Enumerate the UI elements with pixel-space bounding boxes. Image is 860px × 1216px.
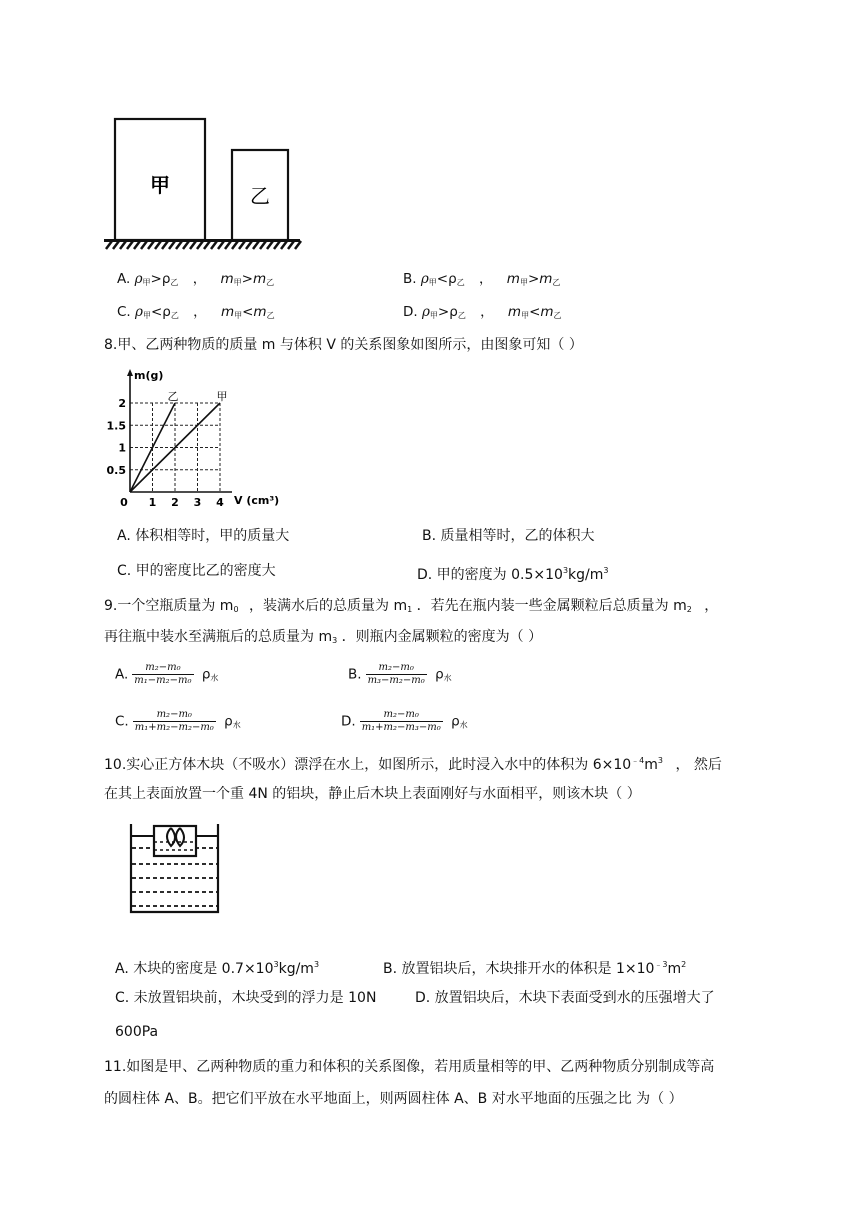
q7-option-d[interactable] xyxy=(403,303,562,325)
q7-c-sub2: 乙 xyxy=(170,311,179,320)
floating-block-figure xyxy=(126,820,226,916)
hatch-mark xyxy=(218,241,224,249)
q8-option-b[interactable]: B. 质量相等时，乙的体积大 xyxy=(422,528,595,544)
q9-a-rho-sub: 水 xyxy=(210,673,219,683)
q10-b-unit: m xyxy=(667,961,682,977)
hatch-mark xyxy=(288,241,294,249)
q9-a-fraction xyxy=(132,662,193,687)
chart-y-tick-label: 1 xyxy=(118,441,126,455)
q10-stem-line2: 在其上表面放置一个重 4N 的铝块，静止后木块上表面刚好与水面相平，则该木块（ ） xyxy=(104,786,641,802)
q8-option-a[interactable]: A. 体积相等时，甲的质量大 xyxy=(117,528,290,544)
q7-d-op1: >ρ xyxy=(437,304,458,320)
q9-c-letter: C. xyxy=(115,713,129,730)
ground-hatch xyxy=(106,241,301,249)
q7-d-m1: m xyxy=(507,304,522,320)
q7-option-b[interactable] xyxy=(403,270,560,292)
q9-d-fraction xyxy=(360,709,443,734)
q11-stem-line1: 11.如图是甲、乙两种物质的重力和体积的关系图像，若用质量相等的甲、乙两种物质分别制成等高 xyxy=(104,1059,715,1075)
hatch-mark xyxy=(274,241,280,249)
block-yi-label: 乙 xyxy=(250,184,270,208)
hatch-mark xyxy=(162,241,168,249)
q10-b-prefix: B. 放置铝块后，木块排开水的体积是 1×10 xyxy=(383,961,655,977)
hatch-mark xyxy=(113,241,119,249)
blocks-figure xyxy=(100,110,305,252)
q10-option-c[interactable]: C. 未放置铝块前，木块受到的浮力是 10N xyxy=(115,990,377,1006)
q7-d-letter: D. xyxy=(403,304,418,320)
hatch-mark xyxy=(176,241,182,249)
q7-a-op1: >ρ xyxy=(150,271,171,287)
hatch-mark xyxy=(141,241,147,249)
chart-x-axis-label: V (cm³) xyxy=(234,494,280,507)
q9-d-letter: D. xyxy=(341,713,356,730)
q10-a-sup: 3 xyxy=(273,960,279,969)
q7-b-sep: ， xyxy=(478,271,493,287)
q7-b-m1: m xyxy=(506,271,520,287)
q7-a-op2: >m xyxy=(241,271,267,287)
q10-a-unit: kg/m xyxy=(278,961,314,977)
hatch-mark xyxy=(232,241,238,249)
hatch-mark xyxy=(204,241,210,249)
chart-y-tick-label: 0.5 xyxy=(106,463,126,477)
q10-stem1a: 10.实心正方体木块（不吸水）漂浮在水上，如图所示，此时浸入水中的体积为 6×10 xyxy=(104,757,632,773)
q9-d-num: m₂−m₀ xyxy=(360,709,443,722)
hatch-mark xyxy=(106,241,112,249)
chart-x-tick-label: 2 xyxy=(171,496,179,509)
q9-stem2a: 再往瓶中装水至满瓶后的总质量为 m xyxy=(104,629,333,645)
q9-stem2b: ．则瓶内金属颗粒的密度为（ ） xyxy=(341,629,543,645)
q10-stem1-sup: ﹣4 xyxy=(631,756,645,765)
hatch-mark xyxy=(281,241,287,249)
q8-option-c[interactable]: C. 甲的密度比乙的密度大 xyxy=(117,563,276,579)
q8-d-unit-sup: 3 xyxy=(603,566,609,575)
mass-volume-chart xyxy=(106,366,290,512)
q9-d-rho: ρ xyxy=(451,713,460,730)
hatch-mark xyxy=(267,241,273,249)
q9-d-rho-sub: 水 xyxy=(459,720,468,730)
hatch-mark xyxy=(239,241,245,249)
q9-option-d[interactable] xyxy=(341,709,468,735)
q7-b-msub1: 甲 xyxy=(519,278,528,287)
q10-stem-line1 xyxy=(104,751,722,775)
q9-a-letter: A. xyxy=(115,666,129,683)
q7-d-rho: ρ xyxy=(421,304,430,320)
q7-a-sep: ， xyxy=(192,271,207,287)
chart-x-tick-label: 1 xyxy=(148,496,157,509)
hatch-mark xyxy=(225,241,231,249)
q10-a-prefix: A. 木块的密度是 0.7×10 xyxy=(115,961,274,977)
q7-a-rho: ρ xyxy=(134,271,143,287)
q9-a-rho: ρ xyxy=(201,666,211,683)
q9-c-fraction xyxy=(133,709,216,734)
hatch-mark xyxy=(253,241,259,249)
q7-a-letter: A. xyxy=(117,271,131,287)
q7-d-sep: ， xyxy=(480,304,494,320)
chart-series-label: 甲 xyxy=(216,390,228,403)
q8-d-sup: 3 xyxy=(562,566,569,575)
q10-stem1b: m xyxy=(644,757,658,773)
q8-d-unit: kg/m xyxy=(568,567,604,583)
q7-c-letter: C. xyxy=(117,304,131,320)
hatch-mark xyxy=(246,241,252,249)
q9-c-rho: ρ xyxy=(224,713,233,730)
q7-a-sub1: 甲 xyxy=(142,278,151,287)
q10-option-a[interactable] xyxy=(115,955,319,979)
q9-stem1d: ， xyxy=(704,598,719,614)
q7-b-op1: <ρ xyxy=(436,271,457,287)
q7-b-letter: B. xyxy=(403,271,417,287)
q7-b-msub2: 乙 xyxy=(552,278,561,287)
chart-series-label: 乙 xyxy=(167,390,179,403)
q9-stem1c-sub: 2 xyxy=(686,605,692,614)
q10-b-unit-sup: 2 xyxy=(681,960,687,969)
q9-stem1-sub: 0 xyxy=(233,605,239,614)
q9-option-b[interactable] xyxy=(348,662,452,688)
q9-a-den: m₁−m₂−m₀ xyxy=(134,675,192,686)
q7-d-op2: <m xyxy=(529,304,554,320)
q9-c-rho-sub: 水 xyxy=(232,720,241,730)
q10-a-unit-sup: 3 xyxy=(313,960,320,969)
q10-option-b[interactable] xyxy=(383,955,686,979)
hatch-mark xyxy=(190,241,196,249)
q9-stem1b: ，装满水后的总质量为 m xyxy=(249,598,408,614)
q7-b-sub1: 甲 xyxy=(428,278,437,287)
hatch-mark xyxy=(155,241,161,249)
q9-b-fraction xyxy=(366,662,427,687)
chart-x-tick-label: 4 xyxy=(216,496,224,509)
q10-b-sup: ﹣3 xyxy=(654,960,668,969)
hatch-mark xyxy=(120,241,126,249)
block-jia-label: 甲 xyxy=(150,173,170,197)
q7-d-sub1: 甲 xyxy=(429,311,438,320)
q7-a-msub2: 乙 xyxy=(266,278,275,287)
q9-b-num: m₂−m₀ xyxy=(366,662,427,675)
q8-stem: 8.甲、乙两种物质的质量 m 与体积 V 的关系图象如图所示，由图象可知（ ） xyxy=(104,337,583,353)
q7-b-sub2: 乙 xyxy=(456,278,465,287)
q10-option-d-cont: 600Pa xyxy=(115,1024,159,1040)
q8-option-d[interactable] xyxy=(417,561,609,585)
q10-option-d[interactable] xyxy=(415,988,715,1008)
q7-a-m1: m xyxy=(220,271,234,287)
q7-d-msub1: 甲 xyxy=(521,311,530,320)
q9-stem-line1 xyxy=(104,596,718,620)
q7-c-msub2: 乙 xyxy=(266,311,275,320)
q9-c-den: m₁+m₂−m₂−m₀ xyxy=(134,722,214,733)
q7-c-op2: <m xyxy=(242,304,267,320)
q9-c-num: m₂−m₀ xyxy=(133,709,216,722)
q7-c-sep: ， xyxy=(193,304,207,320)
q7-c-msub1: 甲 xyxy=(234,311,243,320)
q9-stem2a-sub: 3 xyxy=(332,636,338,645)
q9-b-rho-sub: 水 xyxy=(443,673,452,683)
chart-x-tick-label: 0 xyxy=(120,496,128,509)
hatch-mark xyxy=(134,241,140,249)
q9-stem1b-sub: 1 xyxy=(407,605,413,614)
q9-stem-line2 xyxy=(104,627,542,651)
chart-y-axis-label: m(g) xyxy=(134,369,164,382)
q7-a-msub1: 甲 xyxy=(233,278,242,287)
q7-c-rho: ρ xyxy=(135,304,143,320)
q10-stem1c: ， 然后 xyxy=(675,757,722,773)
q9-b-rho: ρ xyxy=(435,666,444,683)
hatch-mark xyxy=(295,241,301,249)
q9-b-letter: B. xyxy=(348,666,362,683)
hatch-mark xyxy=(197,241,203,249)
hatch-mark xyxy=(260,241,266,249)
q11-stem-line2: 的圆柱体 A、B。把它们平放在水平地面上，则两圆柱体 A、B 对水平地面的压强之比 为（ ） xyxy=(104,1091,683,1107)
chart-x-tick-label: 3 xyxy=(193,496,202,509)
q9-a-num: m₂−m₀ xyxy=(132,662,193,675)
q7-b-rho: ρ xyxy=(420,271,429,287)
chart-y-tick-label: 2 xyxy=(118,397,126,410)
q7-c-op1: <ρ xyxy=(150,304,171,320)
q7-b-op2: >m xyxy=(527,271,553,287)
q9-b-den: m₃−m₂−m₀ xyxy=(367,675,425,686)
hatch-mark xyxy=(148,241,154,249)
q9-d-den: m₁+m₂−m₃−m₀ xyxy=(361,722,441,733)
q9-stem1: 9.一个空瓶质量为 m xyxy=(104,598,234,614)
chart-y-arrow xyxy=(127,369,133,376)
hatch-mark xyxy=(127,241,133,249)
q7-d-msub2: 乙 xyxy=(553,311,562,320)
hatch-mark xyxy=(169,241,175,249)
hatch-mark xyxy=(183,241,189,249)
q7-c-sub1: 甲 xyxy=(142,311,151,320)
q8-d-prefix: D. 甲的密度为 0.5×10 xyxy=(417,567,563,583)
q9-option-a[interactable] xyxy=(115,662,218,688)
chart-y-tick-label: 1.5 xyxy=(106,419,126,433)
q10-stem1b-sup: 3 xyxy=(657,756,663,765)
q7-option-c[interactable] xyxy=(117,303,275,325)
q7-a-sub2: 乙 xyxy=(170,278,179,287)
hatch-mark xyxy=(211,241,217,249)
q9-stem1c: ．若先在瓶内装一些金属颗粒后总质量为 m xyxy=(416,598,687,614)
q7-option-a[interactable] xyxy=(117,270,274,292)
q7-d-sub2: 乙 xyxy=(457,311,466,320)
q9-option-c[interactable] xyxy=(115,709,241,735)
q10-d-line1: D. 放置铝块后，木块下表面受到水的压强增大了 xyxy=(415,990,715,1006)
q7-c-m1: m xyxy=(220,304,235,320)
